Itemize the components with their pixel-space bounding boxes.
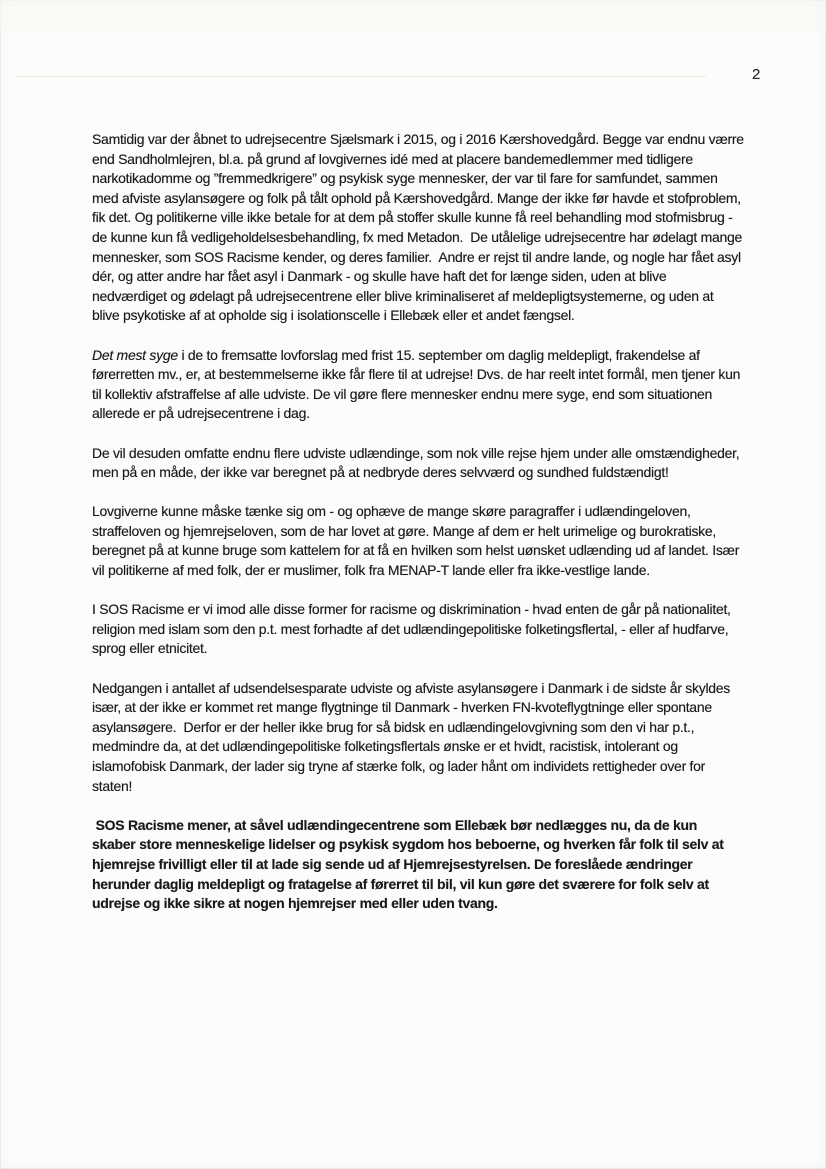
body-text: Nedgangen i antallet af udsendelsesparate udviste og afviste asylansøgere i Danmark i de sidste år skyldes især, at der ikke er kommet ret mange flygtninge til Danmark - hverken FN-kvoteflygtninge eller spontane asylansøgere. Derfor er der heller ikke brug for så bidsk en udlændingelovgivning som den vi har p.t., medmindre da, at det udlændingepolitiske folketingsflertals ønske er et hvidt, racistisk, intolerant og islamofobisk Danmark, der lader sig tryne af stærke folk, og lader hånt om individets rettigheder over for staten! — [92, 679, 734, 794]
scan-artifact-band — [0, 0, 826, 30]
body-text: De vil desuden omfatte endnu flere udviste udlændinge, som nok ville rejse hjem under alle omstændigheder, men på en måde, der ikke var beregnet på at nedbryde deres selvværd og sundhed fuldstændigt! — [92, 444, 744, 481]
scan-artifact-line — [16, 76, 706, 77]
paragraph — [92, 679, 744, 797]
paragraph — [92, 600, 744, 659]
body-text: Samtidig var der åbnet to udrejsecentre Sjælsmark i 2015, og i 2016 Kærshovedgård. Begge var endnu værre end Sandholmlejren, bl.a. på grund af lovgivernes idé med at placere bandemedlemmer med tidligere narkotikadomme og ”fremmedkrigere” og psykisk syge mennesker, der var til fare for samfundet, sammen med afviste asylansøgere og folk på tålt ophold på Kærshovedgård. Mange der ikke før havde et stofproblem, fik det. Og politikerne ville ikke betale for at dem på stoffer skulle kunne få reel behandling mod stofmisbrug - de kunne kun få vedligeholdelsesbehandling, fx med Metadon. De utålelige udrejsecentre har ødelagt mange mennesker, som SOS Racisme kender, og deres familier. Andre er rejst til andre lande, og nogle har fået asyl dér, og atter andre har fået asyl i Danmark - og skulle have haft det for længe siden, uden at blive nedværdiget og ødelagt på udrejsecentrene eller blive kriminaliseret af meldepligtsystemerne, og uden at blive psykotiske af at opholde sig i isolationscelle i Ellebæk eller et andet fængsel. — [92, 131, 748, 324]
page-number: 2 — [752, 66, 761, 83]
paragraph — [92, 502, 744, 580]
body-text: I SOS Racisme er vi imod alle disse former for racisme og diskrimination - hvad enten de går på nationalitet, religion med islam som den p.t. mest forhadte af det udlændingepolitiske folketingsflertal, - eller af hudfarve, sprog eller etnicitet. — [92, 601, 735, 657]
paragraph — [92, 816, 744, 914]
paragraph — [92, 130, 748, 326]
body-text: i de to fremsatte lovforslag med frist 15. september om daglig meldepligt, frakendelse af førerretten mv., er, at bestemmelserne ikke får flere til at udrejse! Dvs. de har reelt intet formål, men tjener kun til kollektiv afstraffelse af alle udviste. De vil gøre flere mennesker endnu mere syge, end som situationen allerede er på udrejsecentrene i dag. — [92, 346, 744, 422]
body-text: SOS Racisme mener, at såvel udlændingecentrene som Ellebæk bør nedlægges nu, da de kun skaber store menneskelige lidelser og psykisk sygdom hos beboerne, og hverken får folk til selv at hjemrejse frivilligt eller til at lade sig sende ud af Hjemrejsestyrelsen. De foreslåede ændringer herunder daglig meldepligt og fratagelse af førerret til bil, vil kun gøre det sværere for folk selv at udrejse og ikke sikre at nogen hjemrejser med eller uden tvang. — [92, 816, 728, 912]
document-body — [92, 130, 748, 933]
paragraph — [92, 444, 744, 483]
body-text: Lovgiverne kunne måske tænke sig om - og ophæve de mange skøre paragraffer i udlændingeloven, straffeloven og hjemrejseloven, som de har lovet at gøre. Mange af dem er helt urimelige og burokratiske, beregnet på at kunne bruge som kattelem for at få en hvilken som helst uønsket udlænding ud af landet. Især vil politikerne af med folk, der er muslimer, folk fra MENAP-T lande eller fra ikke-vestlige lande. — [92, 503, 743, 579]
paragraph — [92, 346, 744, 424]
emphasis-text: Det mest syge — [92, 346, 178, 363]
